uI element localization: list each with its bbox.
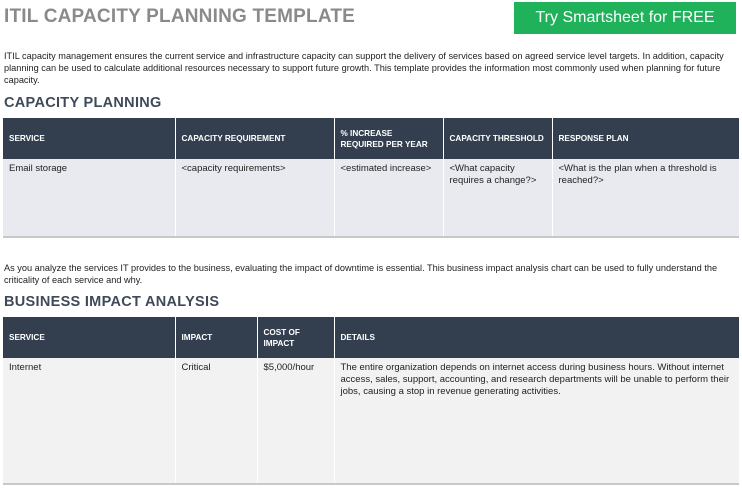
cell-service[interactable]: Email storage <box>3 159 175 237</box>
cell-percent-increase[interactable]: <estimated increase> <box>334 159 443 237</box>
col-header-cost-of-impact: COST OF IMPACT <box>257 317 334 358</box>
col-header-impact: IMPACT <box>175 317 257 358</box>
table-header-row <box>3 118 739 159</box>
col-header-details: DETAILS <box>334 317 739 358</box>
business-impact-table <box>3 317 739 485</box>
table-row <box>3 159 739 237</box>
intro-paragraph: ITIL capacity management ensures the current service and infrastructure capacity can support the delivery of services based on agreed service level targets. In addition, capacity planning can be used to calculate additional resources necessary to support future growth. This template provides the information most commonly used when planning for future capacity. <box>4 51 724 85</box>
col-header-response-plan: RESPONSE PLAN <box>552 118 739 159</box>
col-header-capacity-requirement: CAPACITY REQUIREMENT <box>175 118 334 159</box>
capacity-planning-heading: CAPACITY PLANNING <box>4 95 162 111</box>
cell-capacity-threshold[interactable]: <What capacity requires a change?> <box>443 159 552 237</box>
col-header-service: SERVICE <box>3 317 175 358</box>
cell-capacity-requirement[interactable]: <capacity requirements> <box>175 159 334 237</box>
table-header-row <box>3 317 739 358</box>
business-impact-heading: BUSINESS IMPACT ANALYSIS <box>4 294 220 310</box>
cell-impact[interactable]: Critical <box>175 358 257 484</box>
table-row <box>3 358 739 484</box>
col-header-capacity-threshold: CAPACITY THRESHOLD <box>443 118 552 159</box>
col-header-percent-increase: % INCREASE REQUIRED PER YEAR <box>334 118 443 159</box>
cell-service[interactable]: Internet <box>3 358 175 484</box>
try-smartsheet-button[interactable]: Try Smartsheet for FREE <box>514 2 736 34</box>
bia-intro-paragraph: As you analyze the services IT provides to the business, evaluating the impact of downtime is essential. This business impact analysis chart can be used to fully understand the criticality of each service and why. <box>4 263 718 285</box>
capacity-planning-table <box>3 118 739 238</box>
page-title: ITIL CAPACITY PLANNING TEMPLATE <box>4 6 356 27</box>
cell-details[interactable]: The entire organization depends on internet access during business hours. Without internet access, sales, support, accounting, and research departments will be unable to perform their jobs, causing a stop in revenue generating activities. <box>334 358 739 484</box>
col-header-service: SERVICE <box>3 118 175 159</box>
cell-cost-of-impact[interactable]: $5,000/hour <box>257 358 334 484</box>
cell-response-plan[interactable]: <What is the plan when a threshold is reached?> <box>552 159 739 237</box>
